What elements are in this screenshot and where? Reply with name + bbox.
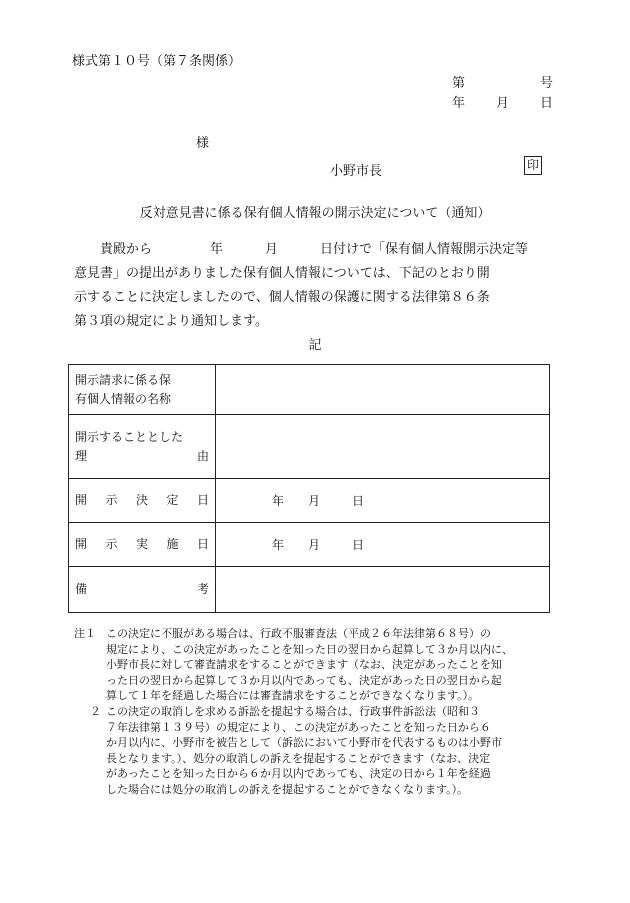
body-line-3: 示することに決定しましたので、個人情報の保護に関する法律第８６条 xyxy=(74,290,490,305)
note-1: 注１ この決定に不服がある場合は、行政不服審査法（平成２６年法律第６８号）の 規定により、この決定があったことを知った日の翌日から起算して３か月以内に、 小野市長に対して審査請求をすることができます（なお、決定があったことを知 った日の翌日から起算して３か月以内であっても、決定があった日の翌日から起 算して１年を経過した場合には審査請求をすることができなくなります。）。 xyxy=(74,627,513,703)
row-value-info-name xyxy=(216,365,550,415)
table-row xyxy=(69,365,550,415)
seal-stamp: 印 xyxy=(524,156,542,175)
row-value-remarks xyxy=(216,567,550,613)
date-day-label: 日 xyxy=(540,96,554,111)
table-row xyxy=(69,479,550,523)
row-label-info-name: 開示請求に係る保 有個人情報の名称 xyxy=(69,365,216,415)
date-year-label: 年 xyxy=(452,96,466,111)
addressee-suffix: 様 xyxy=(196,136,210,151)
body-line-1-a: 貴殿から xyxy=(100,242,153,257)
row-label-decision-date: 開 示 決 定 日 xyxy=(69,479,216,523)
notes xyxy=(74,626,564,798)
table-row xyxy=(69,523,550,567)
row-value-reason xyxy=(216,415,550,479)
note-2-number: ２ xyxy=(90,704,101,718)
date-month-label: 月 xyxy=(496,96,510,111)
form-number: 様式第１０号（第７条関係） xyxy=(72,54,242,69)
body-line-4: 第３項の規定により通知します。 xyxy=(74,314,268,329)
record-table xyxy=(68,364,550,613)
body-text xyxy=(74,238,574,334)
note-1-number: 注１ xyxy=(74,627,96,640)
document-number-suffix: 号 xyxy=(540,76,554,91)
issuer-name: 小野市長 xyxy=(330,164,383,179)
row-value-decision-date: 年 月 日 xyxy=(216,479,550,523)
table-row xyxy=(69,415,550,479)
document-title: 反対意見書に係る保有個人情報の開示決定について（通知） xyxy=(139,206,491,221)
body-line-1-month: 月 xyxy=(265,242,279,257)
body-line-1-year: 年 xyxy=(210,242,224,257)
note-2: ２ この決定の取消しを求める訴訟を提起する場合は、行政事件訴訟法（昭和３ ７年法律第１３９号）の規定により、この決定があったことを知った日から６ か月以内に、小野市を被告として（訴訟において小野市を代表するものは小野市 長となります。）、処分の取消しの訴えを提起することができます（なお、決定 があったことを知った日から６か月以内であっても、決定の日から１年を経過 した場合には処分の取消しの訴えを提起することができなくなります。）。 xyxy=(90,704,502,796)
row-value-implementation-date: 年 月 日 xyxy=(216,523,550,567)
body-line-2: 意見書」の提出がありました保有個人情報については、下記のとおり開 xyxy=(74,266,490,281)
table-row xyxy=(69,567,550,613)
body-line-1-d: 日付けで「保有個人情報開示決定等 xyxy=(320,242,529,257)
document-number-prefix: 第 xyxy=(452,76,466,91)
row-label-remarks: 備 考 xyxy=(69,567,216,613)
record-heading: 記 xyxy=(308,338,322,353)
row-label-reason: 開示することとした 理 由 xyxy=(69,415,216,479)
row-label-implementation-date: 開 示 実 施 日 xyxy=(69,523,216,567)
body-line-1 xyxy=(74,238,574,262)
